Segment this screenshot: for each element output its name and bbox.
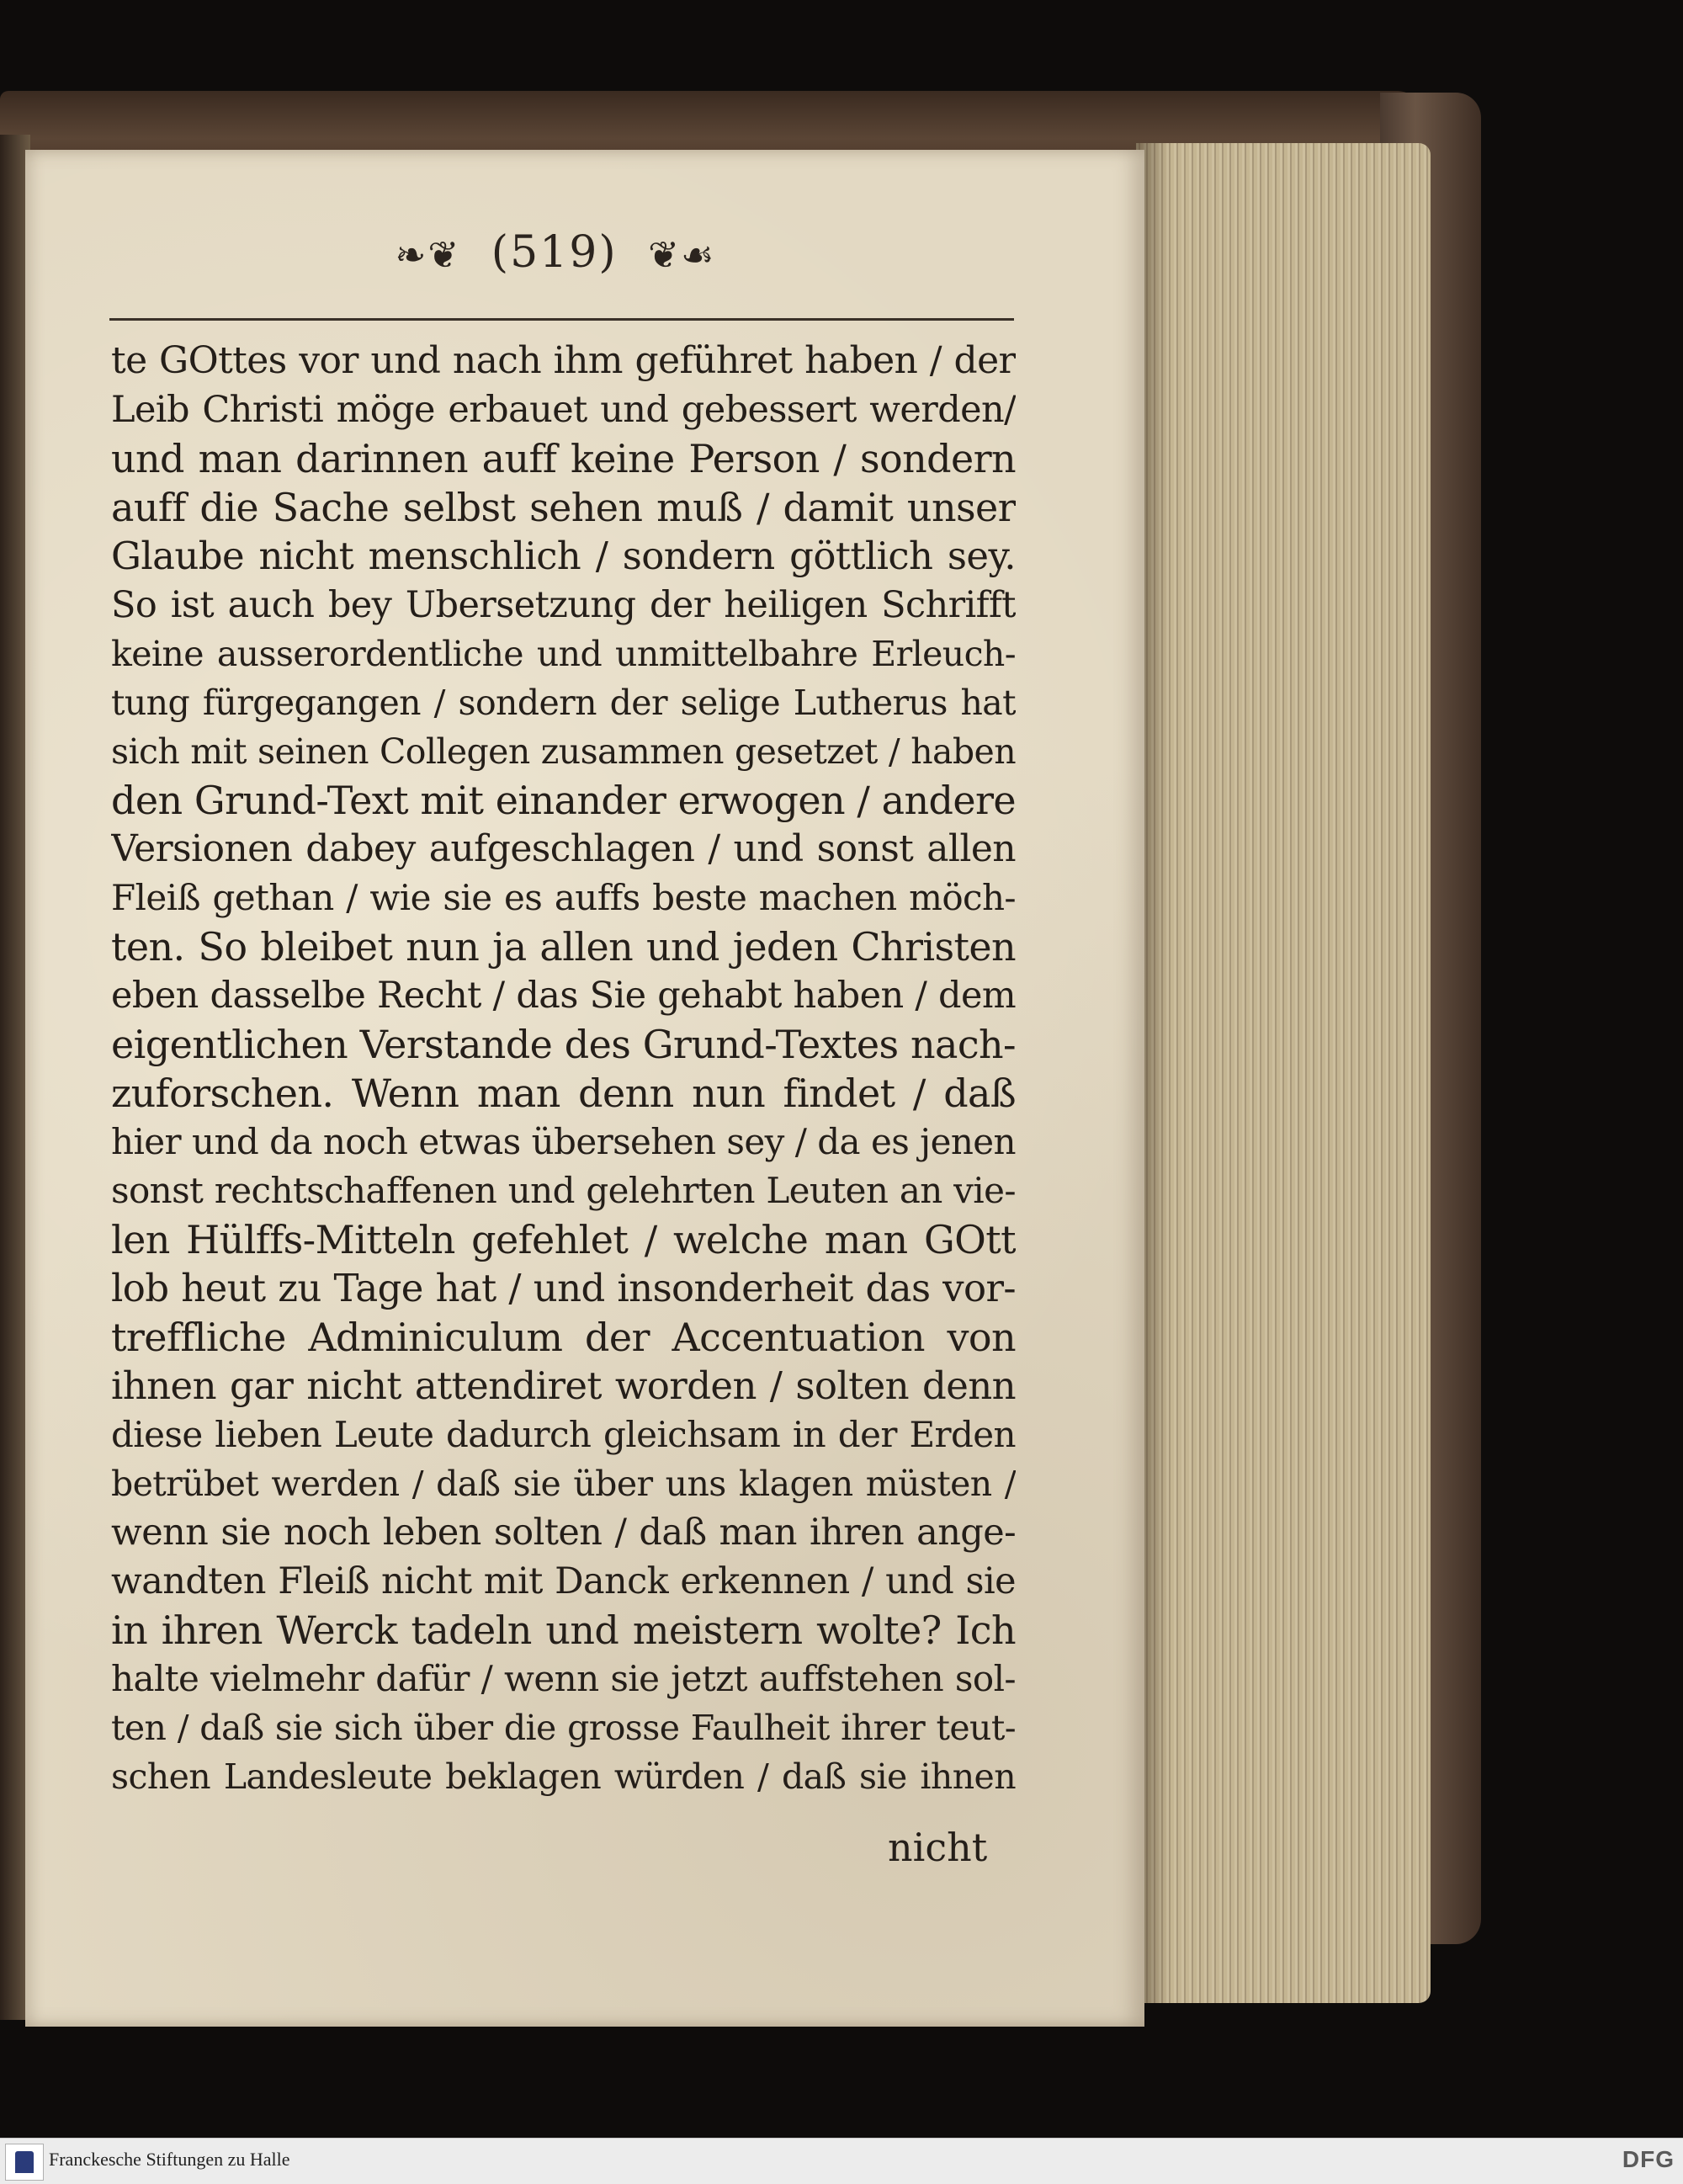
text-line: in ihren Werck tadeln und meistern wolte? Ich <box>111 1607 1016 1653</box>
text-block <box>111 337 1016 1801</box>
dfg-logo[interactable]: DFG <box>1622 2146 1675 2172</box>
text-line: len Hülffs-Mitteln gefehlet / welche man GOtt <box>111 1217 1016 1262</box>
text-line: treffliche Adminiculum der Accentuation von <box>111 1315 1016 1360</box>
text-line: den Grund-Text mit einander erwogen / andere <box>111 778 1016 823</box>
text-line: schen Landesleute beklagen würden / daß sie ihnen <box>111 1756 1016 1797</box>
text-line: ten. So bleibet nun ja allen und jeden Christen <box>111 924 1016 970</box>
text-line: So ist auch bey Ubersetzung der heiligen Schrifft <box>111 584 1016 626</box>
text-line: Glaube nicht menschlich / sondern göttlich sey. <box>111 534 1016 578</box>
text-line: und man darinnen auff keine Person / sondern <box>111 436 1016 481</box>
text-line: diese lieben Leute dadurch gleichsam in der Erden <box>111 1414 1016 1455</box>
page-number: (519) <box>491 227 618 278</box>
text-line: tung fürgegangen / sondern der selige Lutherus hat <box>111 683 1016 723</box>
ornament-right-icon: ❦☙ <box>648 234 716 277</box>
text-line: eben dasselbe Recht / das Sie gehabt haben / dem <box>111 975 1016 1017</box>
text-line: sich mit seinen Collegen zusammen gesetzet / haben <box>111 731 1016 772</box>
ornament-left-icon: ❧❦ <box>395 234 461 277</box>
text-line: auff die Sache selbst sehen muß / damit unser <box>111 485 1016 530</box>
header-rule <box>109 318 1014 321</box>
text-line: wenn sie noch leben solten / daß man ihren ange- <box>111 1512 1016 1554</box>
text-line: te GOttes vor und nach ihm geführet haben / der <box>111 339 1016 382</box>
text-line: lob heut zu Tage hat / und insonderheit das vor- <box>111 1266 1016 1310</box>
text-line: Fleiß gethan / wie sie es auffs beste machen möch- <box>111 877 1016 918</box>
page-edges <box>1136 143 1431 2003</box>
text-line: ten / daß sie sich über die grosse Faulheit ihrer teut- <box>111 1708 1016 1748</box>
institution-name[interactable]: Franckesche Stiftungen zu Halle <box>49 2149 290 2170</box>
text-line: sonst rechtschaffenen und gelehrten Leuten an vie- <box>111 1170 1016 1211</box>
text-line: keine ausserordentliche und unmittelbahre Erleuch- <box>111 634 1016 674</box>
text-line: zuforschen. Wenn man denn nun findet / daß <box>111 1071 1016 1116</box>
text-line: halte vielmehr dafür / wenn sie jetzt auffstehen sol- <box>111 1658 1016 1699</box>
text-line: Versionen dabey aufgeschlagen / und sonst allen <box>111 827 1016 870</box>
viewer-footer <box>0 2138 1683 2184</box>
franckesche-stiftungen-logo-icon[interactable] <box>5 2144 44 2181</box>
book-page <box>25 150 1144 2027</box>
text-line: hier und da noch etwas übersehen sey / da es jenen <box>111 1121 1016 1162</box>
catchword: nicht <box>888 1825 988 1870</box>
text-line: ihnen gar nicht attendiret worden / solten denn <box>111 1363 1016 1408</box>
text-line: Leib Christi möge erbauet und gebessert werden/ <box>111 389 1016 431</box>
text-line: wandten Fleiß nicht mit Danck erkennen / und sie <box>111 1560 1016 1602</box>
text-line: betrübet werden / daß sie über uns klagen müsten / <box>111 1464 1016 1504</box>
text-line: eigentlichen Verstande des Grund-Textes nach- <box>111 1022 1016 1067</box>
logo-mark <box>15 2151 34 2173</box>
page-header <box>25 227 1086 278</box>
